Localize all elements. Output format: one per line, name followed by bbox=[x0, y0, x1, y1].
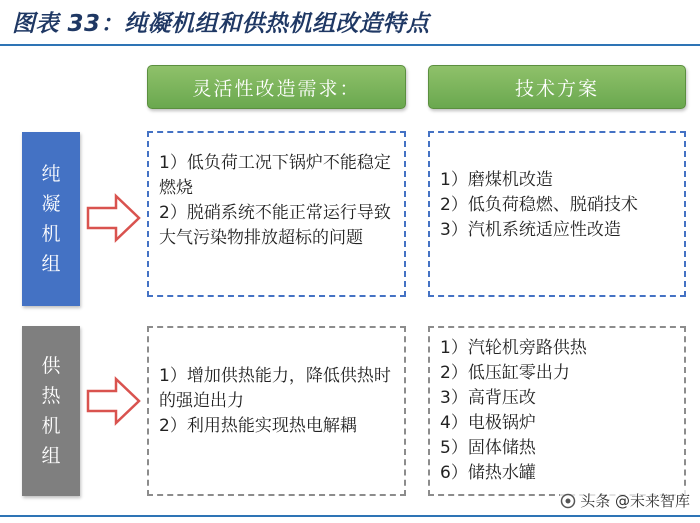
heating-unit-label: 供热机组 bbox=[41, 355, 61, 467]
condensing-tech-item: 3）汽机系统适应性改造 bbox=[440, 220, 621, 240]
heating-tech-item: 3）高背压改 bbox=[440, 388, 536, 408]
heating-demand-item: 2）利用热能实现热电解耦 bbox=[159, 416, 357, 436]
header-flexibility-demand bbox=[147, 65, 406, 109]
heating-unit-label-box bbox=[22, 326, 80, 496]
condensing-unit-label-box bbox=[22, 132, 80, 306]
condensing-tech-box bbox=[428, 131, 686, 297]
figure-title: 图表 33：纯凝机组和供热机组改造特点 bbox=[12, 11, 430, 37]
right-arrow-icon bbox=[86, 376, 142, 426]
condensing-unit-label: 纯凝机组 bbox=[41, 163, 61, 275]
heating-demand-box bbox=[147, 326, 406, 496]
bottom-rule bbox=[0, 515, 700, 517]
condensing-demand-item: 1）低负荷工况下锅炉不能稳定燃烧 bbox=[159, 153, 391, 198]
header-technical-solution-label: 技术方案 bbox=[514, 77, 599, 100]
right-arrow-icon bbox=[86, 193, 142, 243]
title-underline bbox=[0, 44, 700, 46]
heating-tech-item: 4）电极锅炉 bbox=[440, 413, 536, 433]
condensing-tech-item: 1）磨煤机改造 bbox=[440, 170, 553, 190]
condensing-demand-item: 2）脱硝系统不能正常运行导致大气污染物排放超标的问题 bbox=[159, 203, 391, 248]
heating-tech-item: 2）低压缸零出力 bbox=[440, 363, 570, 383]
watermark bbox=[560, 490, 690, 512]
heating-demand-item: 1）增加供热能力，降低供热时的强迫出力 bbox=[159, 366, 391, 411]
header-technical-solution bbox=[428, 65, 686, 109]
header-flexibility-demand-label: 灵活性改造需求： bbox=[192, 77, 361, 100]
heating-tech-item: 1）汽轮机旁路供热 bbox=[440, 338, 587, 358]
condensing-demand-box bbox=[147, 131, 406, 297]
watermark-text: 头条 @未来智库 bbox=[580, 492, 690, 510]
heating-tech-item: 5）固体储热 bbox=[440, 438, 536, 458]
condensing-tech-item: 2）低负荷稳燃、脱硝技术 bbox=[440, 195, 638, 215]
heating-tech-box bbox=[428, 326, 686, 496]
heating-tech-item: 6）储热水罐 bbox=[440, 463, 536, 483]
watermark-logo-icon bbox=[560, 493, 576, 509]
